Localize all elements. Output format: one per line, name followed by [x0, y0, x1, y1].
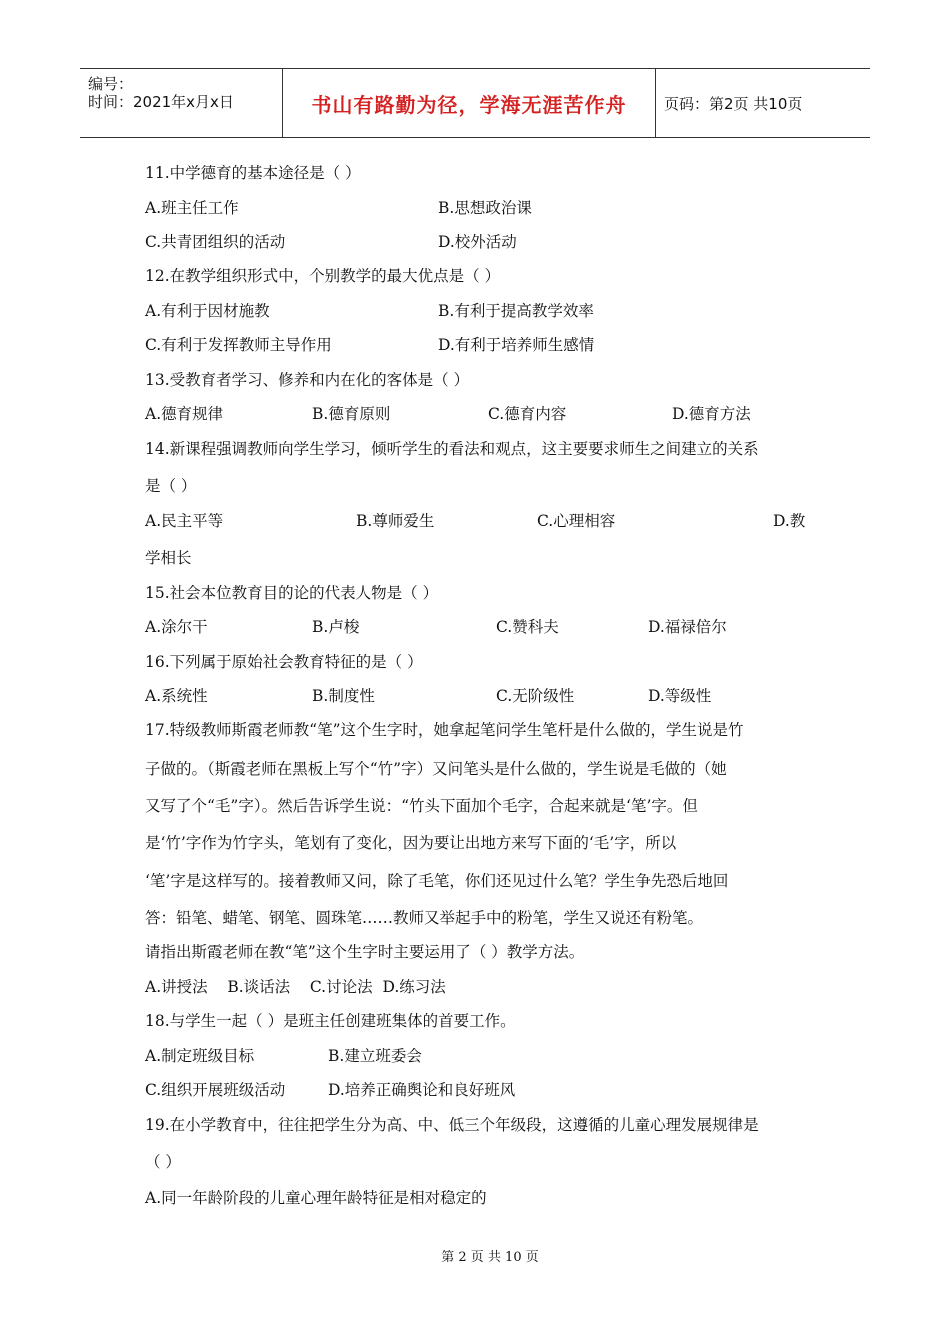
option-14a: A.民主平等 — [145, 512, 224, 530]
question-12: 12.在教学组织形式中，个别教学的最大优点是（ ） — [145, 267, 501, 285]
page-header — [80, 68, 870, 138]
option-18d: D.培养正确舆论和良好班风 — [328, 1081, 516, 1099]
option-14d: D.教 — [773, 512, 806, 530]
option-14c: C.心理相容 — [537, 512, 616, 530]
option-15c: C.赞科夫 — [496, 618, 559, 636]
header-motto-cell — [283, 69, 655, 137]
question-14-line1: 14.新课程强调教师向学生学习，倾听学生的看法和观点，这主要要求师生之间建立的关系 — [145, 440, 759, 458]
option-15b: B.卢梭 — [312, 618, 360, 636]
page-footer: 第 2 页 共 10 页 — [441, 1250, 539, 1265]
option-12a: A.有利于因材施教 — [145, 302, 270, 320]
option-13a: A.德育规律 — [145, 405, 224, 423]
question-19-line1: 19.在小学教育中，往往把学生分为高、中、低三个年级段，这遵循的儿童心理发展规律是 — [145, 1116, 759, 1134]
question-17-line3: 又写了个“毛”字）。然后告诉学生说：“竹头下面加个毛字，合起来就是‘笔’字。但 — [145, 797, 698, 815]
header-page-info: 页码：第2页 共10页 — [664, 94, 803, 113]
option-15d: D.福禄倍尔 — [648, 618, 727, 636]
option-13c: C.德育内容 — [488, 405, 567, 423]
option-16c: C.无阶级性 — [496, 687, 575, 705]
option-15a: A.涂尔干 — [145, 618, 208, 636]
question-15: 15.社会本位教育目的论的代表人物是（ ） — [145, 584, 439, 602]
option-14b: B.尊师爱生 — [356, 512, 435, 530]
option-13b: B.德育原则 — [312, 405, 391, 423]
option-13d: D.德育方法 — [672, 405, 751, 423]
option-12b: B.有利于提高教学效率 — [438, 302, 594, 320]
question-19-line2: （ ） — [145, 1153, 181, 1171]
question-17-prompt: 请指出斯霞老师在教“笔”这个生字时主要运用了（ ）教学方法。 — [145, 943, 585, 961]
question-18: 18.与学生一起（ ）是班主任创建班集体的首要工作。 — [145, 1012, 516, 1030]
question-16: 16.下列属于原始社会教育特征的是（ ） — [145, 653, 423, 671]
question-17-line6: 答：铅笔、蜡笔、钢笔、圆珠笔……教师又举起手中的粉笔，学生又说还有粉笔。 — [145, 909, 704, 927]
option-16d: D.等级性 — [648, 687, 712, 705]
option-11c: C.共青团组织的活动 — [145, 233, 286, 251]
option-14d-wrap: 学相长 — [145, 549, 192, 567]
question-17-line2: 子做的。（斯霞老师在黑板上写个“竹”字）又问笔头是什么做的，学生说是毛做的（她 — [145, 760, 727, 778]
option-18a: A.制定班级目标 — [145, 1047, 255, 1065]
option-16b: B.制度性 — [312, 687, 375, 705]
question-13: 13.受教育者学习、修养和内在化的客体是（ ） — [145, 371, 470, 389]
serial-label: 编号： — [88, 75, 134, 93]
header-meta — [80, 69, 282, 137]
option-16a: A.系统性 — [145, 687, 208, 705]
question-11: 11.中学德育的基本途径是（ ） — [145, 164, 361, 182]
question-14-line2: 是（ ） — [145, 477, 197, 495]
option-11d: D.校外活动 — [438, 233, 517, 251]
option-18b: B.建立班委会 — [328, 1047, 422, 1065]
option-19a: A.同一年龄阶段的儿童心理年龄特征是相对稳定的 — [145, 1189, 487, 1207]
header-motto: 书山有路勤为径，学海无涯苦作舟 — [311, 92, 627, 117]
question-17-line4: 是‘竹’字作为竹字头，笔划有了变化，因为要让出地方来写下面的‘毛’字，所以 — [145, 834, 677, 852]
option-18c: C.组织开展班级活动 — [145, 1081, 286, 1099]
option-12c: C.有利于发挥教师主导作用 — [145, 336, 332, 354]
option-12d: D.有利于培养师生感情 — [438, 336, 595, 354]
option-11b: B.思想政治课 — [438, 199, 532, 217]
date-label: 时间：2021年x月x日 — [88, 93, 234, 111]
question-17-line1: 17.特级教师斯霞老师教“笔”这个生字时，她拿起笔问学生笔杆是什么做的，学生说是竹 — [145, 721, 744, 739]
options-17: A.讲授法 B.谈话法 C.讨论法 D.练习法 — [145, 978, 446, 996]
question-17-line5: ‘笔’字是这样写的。接着教师又问，除了毛笔，你们还见过什么笔？学生争先恐后地回 — [145, 872, 729, 890]
option-11a: A.班主任工作 — [145, 199, 239, 217]
